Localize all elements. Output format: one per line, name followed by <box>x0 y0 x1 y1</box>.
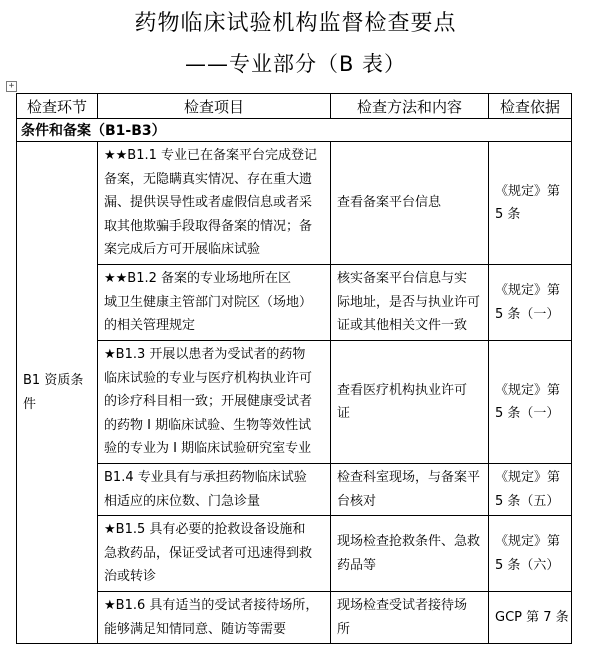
basis-cell: GCP 第 7 条 <box>489 592 572 644</box>
move-handle-icon[interactable]: + <box>6 81 17 92</box>
inspection-table <box>16 93 572 644</box>
method-cell: 核实备案平台信息与实 际地址，是否与执业许可 证或其他相关文件一致 <box>331 265 489 341</box>
table-header-row <box>17 94 572 119</box>
document-title: 药物临床试验机构监督检查要点 <box>134 11 457 36</box>
header-checkpoint: 检查环节 <box>17 94 98 119</box>
category-cell: B1 资质条 件 <box>17 142 98 644</box>
item-cell: ★B1.6 具有适当的受试者接待场所， 能够满足知情同意、随访等需要 <box>98 592 331 644</box>
method-cell: 现场检查受试者接待场 所 <box>331 592 489 644</box>
table-row <box>17 341 572 464</box>
document-subtitle: ——专业部分（B 表） <box>184 52 407 76</box>
item-cell: ★★B1.1 专业已在备案平台完成登记 备案，无隐瞒真实情况、存在重大遗 漏、提供误导性或者虚假信息或者采 取其他欺骗手段取得备案的情况；备 案完成后方可开展临床试验 <box>98 142 331 265</box>
table-row <box>17 265 572 341</box>
table-row <box>17 464 572 516</box>
basis-cell: 《规定》第 5 条（一） <box>489 341 572 464</box>
table-row <box>17 592 572 644</box>
basis-cell: 《规定》第 5 条 <box>489 142 572 265</box>
item-cell: ★★B1.2 备案的专业场地所在区 域卫生健康主管部门对院区（场地） 的相关管理规定 <box>98 265 331 341</box>
item-cell: ★B1.5 具有必要的抢救设备设施和 急救药品，保证受试者可迅速得到救 治或转诊 <box>98 516 331 592</box>
method-cell: 查看备案平台信息 <box>331 142 489 265</box>
basis-cell: 《规定》第 5 条（五） <box>489 464 572 516</box>
method-cell: 现场检查抢救条件、急救 药品等 <box>331 516 489 592</box>
header-method: 检查方法和内容 <box>331 94 489 119</box>
method-cell: 查看医疗机构执业许可 证 <box>331 341 489 464</box>
header-item: 检查项目 <box>98 94 331 119</box>
method-cell: 检查科室现场，与备案平 台核对 <box>331 464 489 516</box>
table-row <box>17 516 572 592</box>
section-title: 条件和备案（B1-B3） <box>17 119 572 142</box>
item-cell: ★B1.3 开展以患者为受试者的药物 临床试验的专业与医疗机构执业许可 的诊疗科目相一致；开展健康受试者 的药物 Ⅰ 期临床试验、生物等效性试 验的专业为 Ⅰ 期临床试验研究室专业 <box>98 341 331 464</box>
basis-cell: 《规定》第 5 条（一） <box>489 265 572 341</box>
section-row <box>17 119 572 142</box>
header-basis: 检查依据 <box>489 94 572 119</box>
item-cell: B1.4 专业具有与承担药物临床试验 相适应的床位数、门急诊量 <box>98 464 331 516</box>
basis-cell: 《规定》第 5 条（六） <box>489 516 572 592</box>
table-row <box>17 142 572 265</box>
